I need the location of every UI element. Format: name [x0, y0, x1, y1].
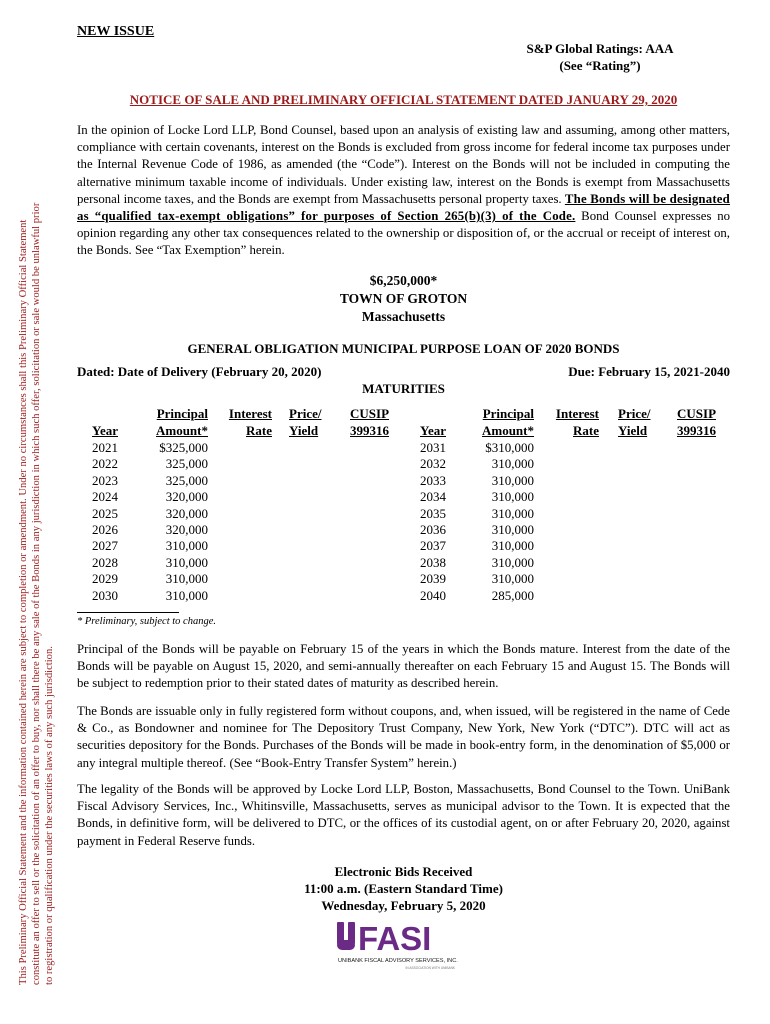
bids-block: [77, 863, 730, 914]
loan-title: GENERAL OBLIGATION MUNICIPAL PURPOSE LOAN OF 2020 BONDS: [187, 341, 620, 356]
side-legend-line-1: This Preliminary Official Statement and the information contained herein are subject to completion or amendment. Under no circumstances shall this Preliminary Official Statement: [18, 219, 29, 985]
year-header-right: Year: [420, 423, 446, 438]
tax-opinion-paragraph: [77, 122, 730, 260]
right-amount-cell-1: 310,000: [491, 456, 534, 472]
interest-header-right-l1: Interest: [555, 406, 599, 421]
price-header-right-l2: Yield: [618, 423, 648, 438]
right-amount-cell-4: 310,000: [491, 505, 534, 521]
tax-opinion-bold: The Bonds will be designated as “qualified tax-exempt obligations” for purposes of Section 265(b)(3) of the Code.: [77, 191, 730, 224]
right-amount-cells: [485, 440, 534, 604]
logo-subtitle: UNIBANK FISCAL ADVISORY SERVICES, INC.: [338, 958, 458, 964]
principal-header-right-l2: Amount*: [481, 423, 534, 438]
left-year-cell-9: 2030: [92, 587, 118, 603]
cusip-header-right-l1: CUSIP: [677, 406, 717, 421]
tax-opinion-text-2: Bond Counsel expresses no opinion regarding any other tax consequences related to the ownership or disposition of, or the accrual or receipt of interest on, the Bonds. See “Tax Exemption” herein.: [77, 209, 730, 258]
left-year-cell-0: 2021: [92, 440, 118, 455]
right-year-cell-6: 2037: [420, 538, 446, 554]
principal-header-l2: Amount*: [155, 423, 208, 438]
rating-line-2: (See “Rating”): [559, 58, 641, 73]
right-amount-cell-0: $310,000: [485, 440, 534, 455]
right-year-cell-9: 2040: [420, 587, 446, 603]
right-year-cell-4: 2035: [420, 505, 446, 521]
cusip-header-right-l2: 399316: [677, 423, 716, 438]
right-amount-cell-5: 310,000: [491, 522, 534, 538]
price-header-right-l1: Price/: [618, 406, 651, 421]
interest-header-l1: Interest: [228, 406, 272, 421]
issuer-state: Massachusetts: [361, 309, 446, 324]
issuer-name: TOWN OF GROTON: [339, 291, 468, 306]
interest-header-right-l2: Rate: [573, 423, 599, 438]
right-year-cells: [420, 440, 446, 604]
bids-line-3: Wednesday, February 5, 2020: [321, 898, 486, 913]
legality-paragraph: The legality of the Bonds will be approved by Locke Lord LLP, Boston, Massachusetts, Bond Counsel to the Town. UniBank Fiscal Advisory Services, Inc., Whitinsville, Massachusetts, serves as municipal advisor to the Town. It is expected that the Bonds, in definitive form, will be delivered to DTC, or the offices of its custodial agent, on or after February 20, 2020, against payment in Federal Reserve funds.: [77, 782, 730, 848]
rating-line-1: S&P Global Ratings: AAA: [526, 41, 674, 56]
footnote-rule: [77, 612, 179, 613]
notice-title: NOTICE OF SALE AND PRELIMINARY OFFICIAL STATEMENT DATED JANUARY 29, 2020: [129, 92, 678, 107]
left-year-cell-5: 2026: [92, 522, 118, 538]
left-amount-cell-6: 310,000: [165, 538, 208, 554]
new-issue-label: NEW ISSUE: [77, 24, 155, 39]
maturities-table: [0, 406, 770, 606]
issue-block: [77, 272, 730, 326]
right-amount-cell-2: 310,000: [491, 472, 534, 488]
left-amount-cell-5: 320,000: [165, 522, 208, 538]
right-year-cell-7: 2038: [420, 554, 446, 570]
right-year-cell-8: 2039: [420, 571, 446, 587]
left-amount-cells: [159, 440, 208, 604]
right-amount-cell-6: 310,000: [491, 538, 534, 554]
cusip-header-l2: 399316: [350, 423, 389, 438]
maturities-title: MATURITIES: [362, 381, 445, 396]
left-amount-cell-0: $325,000: [159, 440, 208, 455]
cusip-header-l1: CUSIP: [350, 406, 390, 421]
price-header-l2: Yield: [289, 423, 319, 438]
right-year-cell-5: 2036: [420, 522, 446, 538]
left-year-cell-1: 2022: [92, 456, 118, 472]
right-amount-cell-3: 310,000: [491, 489, 534, 505]
rating-block: [470, 40, 730, 74]
left-year-cell-8: 2029: [92, 571, 118, 587]
logo-wordmark: FASI: [358, 920, 432, 957]
tax-opinion-text-1: In the opinion of Locke Lord LLP, Bond Counsel, based upon an analysis of existing law and assuming, among other matters, compliance with certain covenants, interest on the Bonds is excluded from gross income for federal income tax purposes under the Internal Revenue Code of 1986, as amended (the “Code”). Interest on the Bonds will not be included in computing the alternative minimum taxable income of individuals. Under existing law, interest on the Bonds is exempt from Massachusetts personal income taxes, and the Bonds are exempt from Massachusetts personal property taxes.: [77, 123, 730, 206]
left-year-cell-6: 2027: [92, 538, 118, 554]
right-year-cell-2: 2033: [420, 472, 446, 488]
principal-paragraph: Principal of the Bonds will be payable on February 15 of the years in which the Bonds mature. Interest from the date of the Bonds will be payable on August 15, 2020, and semi-annually thereafter on each February 15 and August 15. The Bonds will be subject to redemption prior to their stated dates of maturity as described herein.: [77, 642, 730, 691]
left-year-cell-2: 2023: [92, 472, 118, 488]
side-legend-line-3: to registration or qualification under the securities laws of any such jurisdiction.: [44, 646, 55, 985]
left-amount-cell-2: 325,000: [165, 472, 208, 488]
price-header-l1: Price/: [289, 406, 322, 421]
left-amount-cell-1: 325,000: [165, 456, 208, 472]
left-amount-cell-7: 310,000: [165, 554, 208, 570]
left-amount-cell-4: 320,000: [165, 505, 208, 521]
principal-header-l1: Principal: [156, 406, 208, 421]
right-amount-cell-8: 310,000: [491, 571, 534, 587]
right-amount-cell-9: 285,000: [491, 587, 534, 603]
bids-line-1: Electronic Bids Received: [334, 864, 473, 879]
due-line: Due: February 15, 2021-2040: [568, 364, 730, 379]
right-year-cell-1: 2032: [420, 456, 446, 472]
dated-line: Dated: Date of Delivery (February 20, 2020): [77, 364, 322, 379]
registration-paragraph: The Bonds are issuable only in fully registered form without coupons, and, when issued, will be registered in the name of Cede & Co., as Bondowner and nominee for The Depository Trust Company, New York, New York (“DTC”). DTC will act as securities depository for the Bonds. Purchases of the Bonds will be made in book-entry form, in the denomination of $5,000 or any integral multiple thereof. (See “Book-Entry Transfer System” herein.): [77, 704, 730, 770]
footnote: * Preliminary, subject to change.: [77, 616, 217, 627]
left-year-cell-7: 2028: [92, 554, 118, 570]
left-year-cell-4: 2025: [92, 505, 118, 521]
side-legend-line-2: constitute an offer to sell or the solicitation of an offer to buy, nor shall there be any sale of the Bonds in any jurisdiction in which such offer, solicitation or sale would be unlawful prior: [31, 202, 42, 985]
right-year-cell-3: 2034: [420, 489, 446, 505]
right-year-cell-0: 2031: [420, 440, 446, 455]
issue-amount: $6,250,000*: [369, 273, 438, 288]
left-amount-cell-9: 310,000: [165, 587, 208, 603]
logo-u-bottom: [337, 940, 355, 950]
year-header: Year: [92, 423, 118, 438]
ufasi-logo: [335, 918, 460, 976]
left-year-cell-3: 2024: [92, 489, 118, 505]
left-amount-cell-8: 310,000: [165, 571, 208, 587]
principal-header-right-l1: Principal: [482, 406, 534, 421]
left-amount-cell-3: 320,000: [165, 489, 208, 505]
bids-line-2: 11:00 a.m. (Eastern Standard Time): [304, 881, 503, 896]
left-year-cells: [92, 440, 118, 604]
logo-tagline: IN ASSOCIATION WITH UNIBANK: [405, 966, 455, 970]
right-amount-cell-7: 310,000: [491, 554, 534, 570]
interest-header-l2: Rate: [246, 423, 272, 438]
